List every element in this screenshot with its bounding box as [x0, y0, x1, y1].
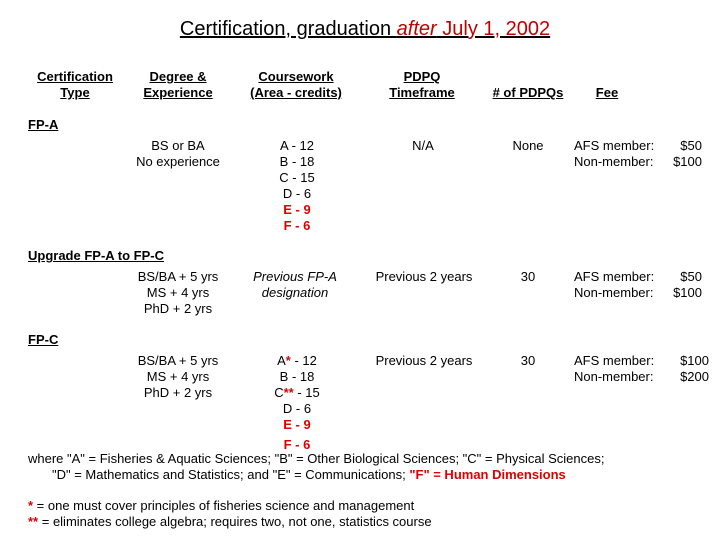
header-degree-experience: Degree & Experience	[143, 69, 213, 100]
header-fee: Fee	[595, 85, 619, 100]
header-coursework: Coursework (Area - credits)	[250, 69, 342, 100]
upgrade-num-pdpqs: 30	[520, 269, 536, 284]
upgrade-coursework: Previous FP-A designation	[253, 269, 337, 300]
fpa-timeframe: N/A	[412, 138, 434, 153]
fpc-timeframe: Previous 2 years	[375, 353, 473, 368]
upgrade-fee: AFS member: $50 Non-member: $100	[574, 269, 702, 300]
fpa-fee: AFS member: $50 Non-member: $100	[574, 138, 702, 169]
upgrade-timeframe: Previous 2 years	[375, 269, 473, 284]
header-pdpq-timeframe: PDPQ Timeframe	[389, 69, 455, 100]
header-certification-type: Certification Type	[37, 69, 113, 100]
fpc-num-pdpqs: 30	[520, 353, 536, 368]
footnote-double-star: ** = eliminates college algebra; requires two, not one, statistics course	[28, 514, 432, 529]
fpc-fee: AFS member: $100 Non-member: $200	[574, 353, 709, 384]
section-fp-c: FP-C	[28, 332, 59, 347]
fpa-degree: BS or BA No experience	[136, 138, 220, 169]
fpa-num-pdpqs: None	[512, 138, 544, 153]
fpc-degree: BS/BA + 5 yrs MS + 4 yrs PhD + 2 yrs	[137, 353, 219, 400]
header-num-pdpqs: # of PDPQs	[492, 85, 564, 100]
upgrade-degree: BS/BA + 5 yrs MS + 4 yrs PhD + 2 yrs	[137, 269, 219, 316]
fpa-coursework: A - 12 B - 18 C - 15 D - 6 E - 9 F - 6	[279, 138, 315, 233]
section-fp-a: FP-A	[28, 117, 59, 132]
page-title: Certification, graduation after July 1, 2002	[179, 18, 551, 40]
legend-line-1: where "A" = Fisheries & Aquatic Sciences; "B" = Other Biological Sciences; "C" = Physical Sciences;	[28, 451, 605, 466]
footnote-single-star: * = one must cover principles of fisheries science and management	[28, 498, 415, 513]
title-emphasis: after	[396, 18, 437, 40]
legend-line-2: "D" = Mathematics and Statistics; and "E" = Communications; "F" = Human Dimensions	[52, 467, 566, 482]
fpc-coursework: A* - 12 B - 18 C** - 15 D - 6 E - 9 F - 6	[274, 353, 320, 452]
section-upgrade: Upgrade FP-A to FP-C	[28, 248, 165, 263]
